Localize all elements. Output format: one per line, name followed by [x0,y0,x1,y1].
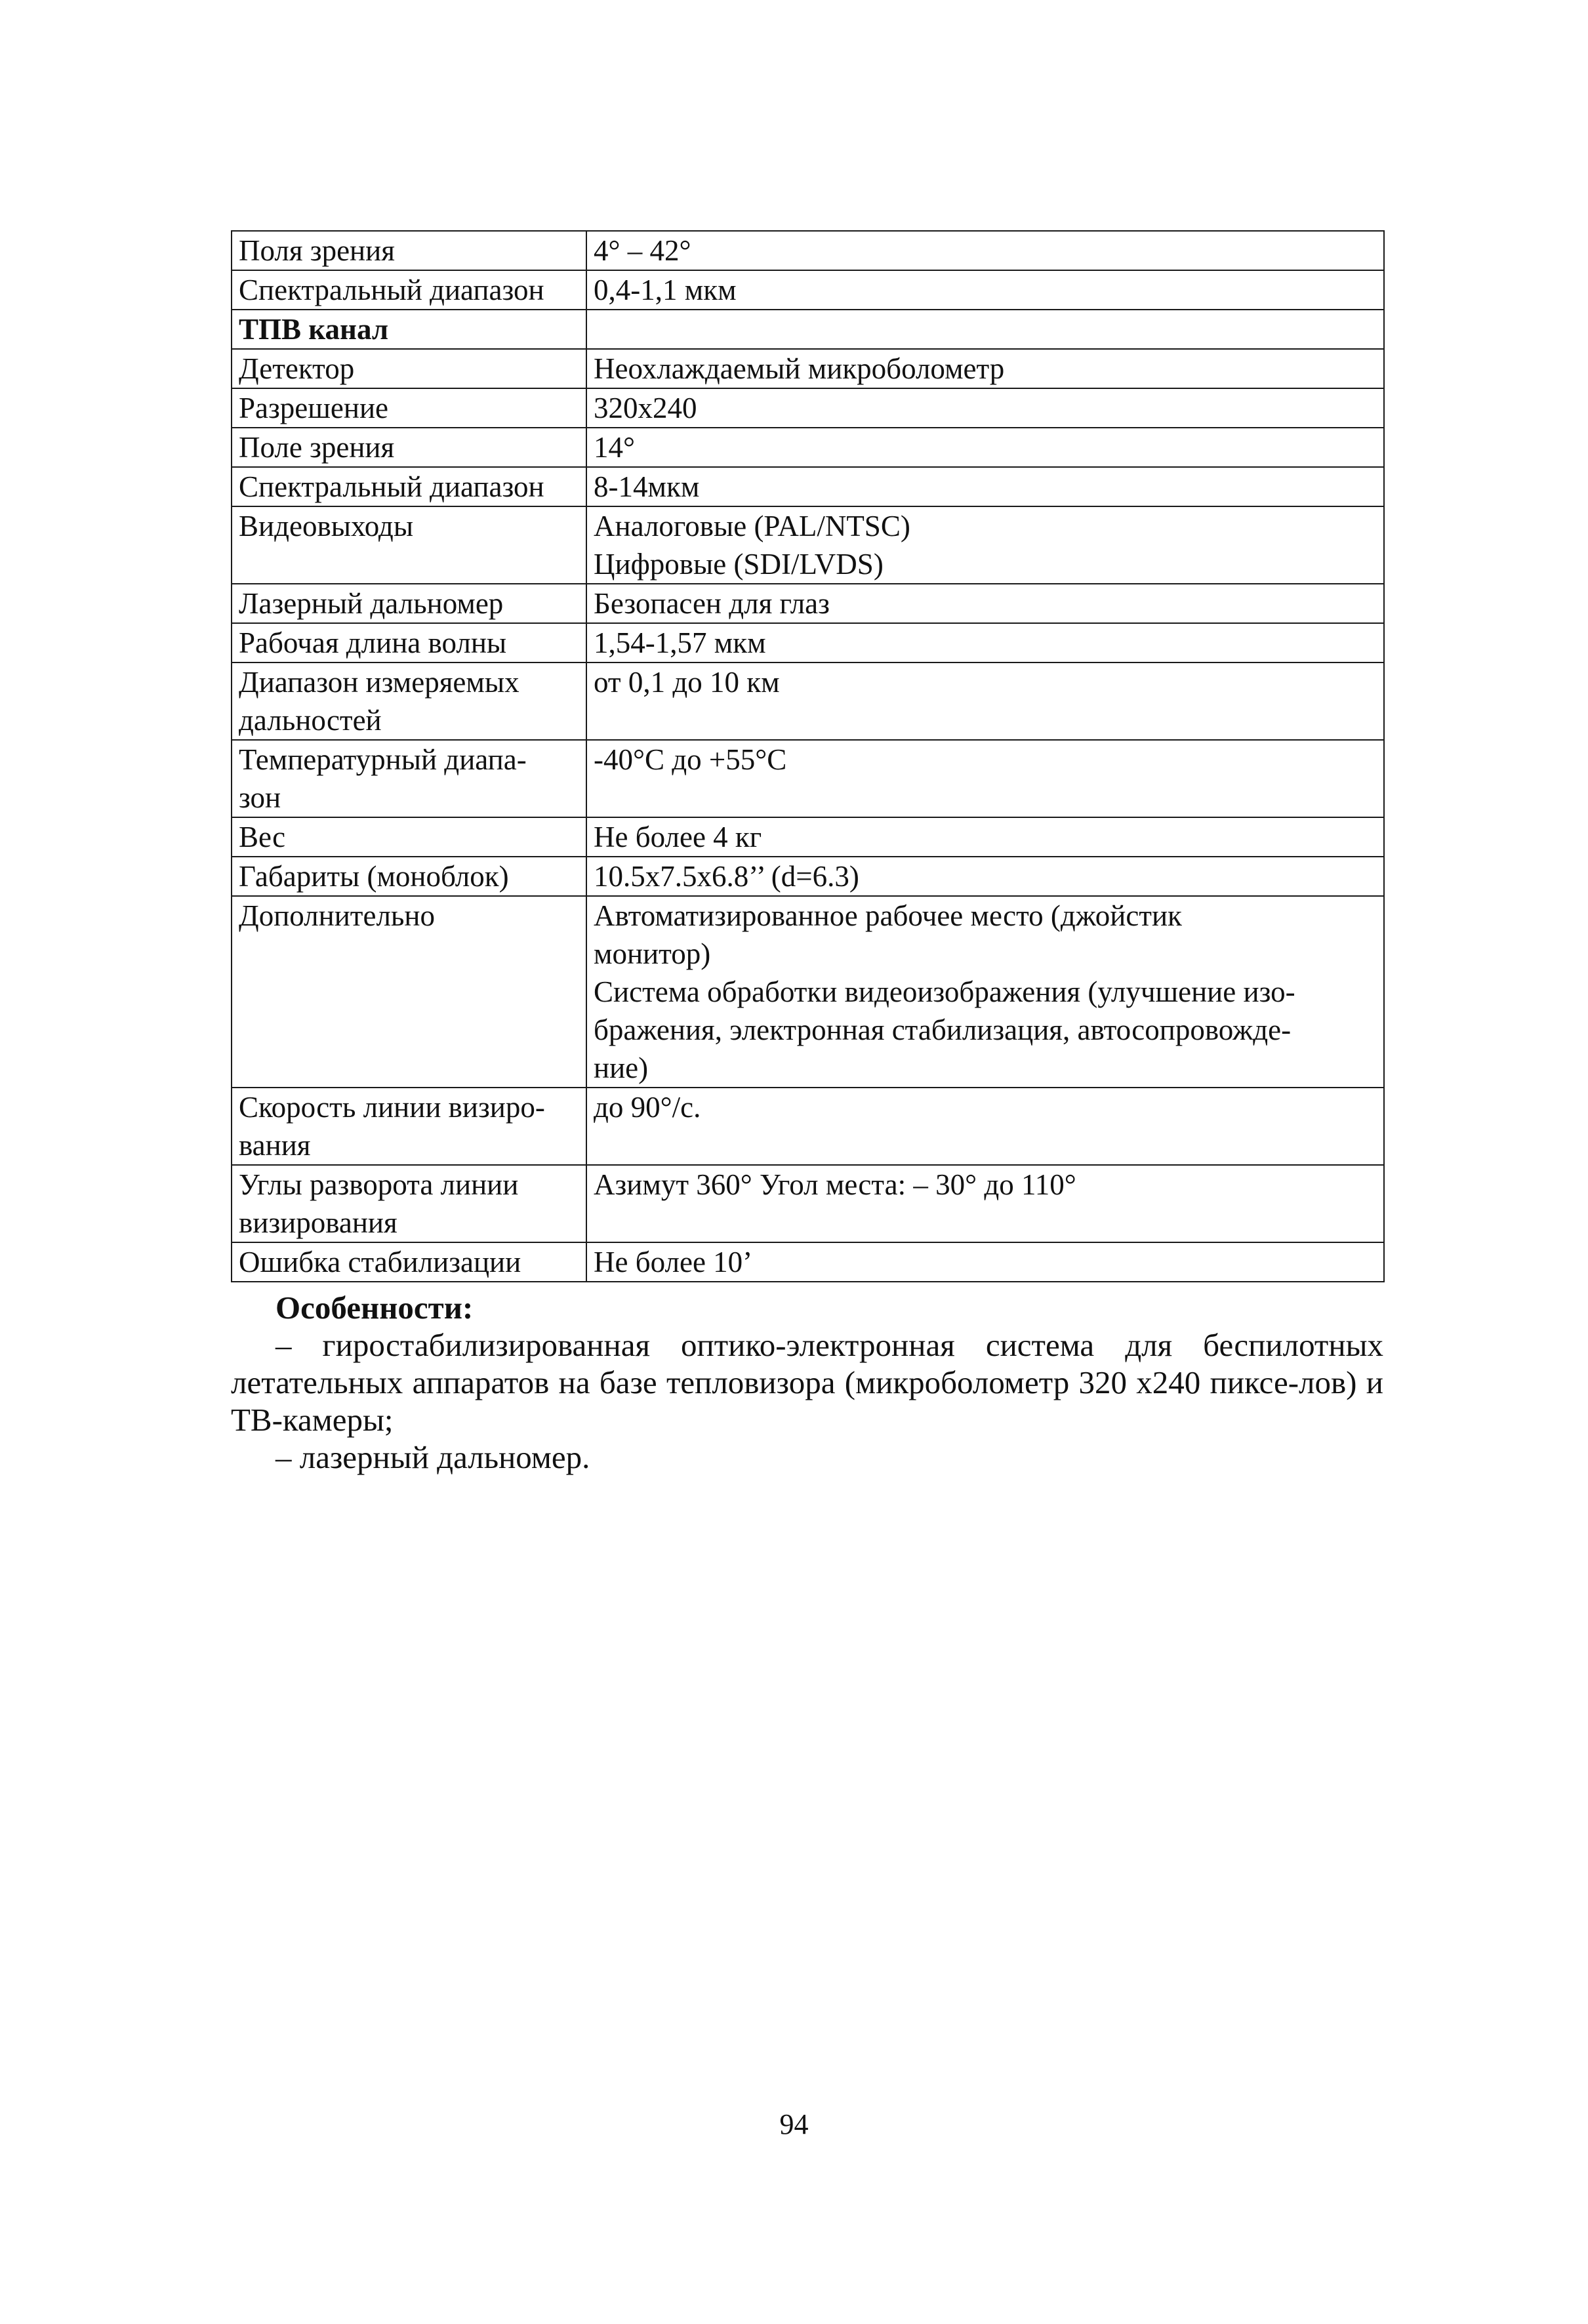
specifications-table-body [232,231,1384,1282]
value-cell: Безопасен для глаз [586,584,1384,623]
specifications-table [231,230,1385,1282]
value-cell: Не более 4 кг [586,817,1384,857]
table-row [232,270,1384,310]
table-row [232,428,1384,467]
parameter-cell: ТПВ канал [232,310,586,349]
table-row [232,388,1384,428]
parameter-cell: Спектральный диапазон [232,467,586,506]
table-row [232,231,1384,270]
table-row [232,896,1384,1088]
table-row [232,349,1384,388]
parameter-cell: Видеовыходы [232,506,586,584]
value-cell: 1,54-1,57 мкм [586,623,1384,663]
page-number: 94 [779,2108,809,2140]
value-cell: Аналоговые (PAL/NTSC) Цифровые (SDI/LVDS) [586,506,1384,584]
table-row [232,1088,1384,1165]
parameter-cell: Температурный диапа- зон [232,740,586,817]
value-cell: от 0,1 до 10 км [586,663,1384,740]
value-cell [586,310,1384,349]
features-section [231,1289,1383,1476]
parameter-cell: Углы разворота линии визирования [232,1165,586,1242]
parameter-cell: Рабочая длина волны [232,623,586,663]
parameter-cell: Лазерный дальномер [232,584,586,623]
table-row [232,1242,1384,1282]
parameter-cell: Скорость линии визиро- вания [232,1088,586,1165]
value-cell: -40°С до +55°С [586,740,1384,817]
value-cell: 14° [586,428,1384,467]
value-cell: 8-14мкм [586,467,1384,506]
parameter-cell: Диапазон измеряемых дальностей [232,663,586,740]
value-cell: 0,4-1,1 мкм [586,270,1384,310]
value-cell: 4° – 42° [586,231,1384,270]
features-heading: Особенности: [275,1290,474,1326]
parameter-cell: Детектор [232,349,586,388]
table-row [232,584,1384,623]
parameter-cell: Габариты (моноблок) [232,857,586,896]
value-cell: 320x240 [586,388,1384,428]
table-row [232,1165,1384,1242]
value-cell: Азимут 360° Угол места: – 30° до 110° [586,1165,1384,1242]
table-row [232,740,1384,817]
value-cell: 10.5x7.5x6.8’’ (d=6.3) [586,857,1384,896]
table-row [232,506,1384,584]
parameter-cell: Разрешение [232,388,586,428]
parameter-cell: Поле зрения [232,428,586,467]
table-row [232,817,1384,857]
value-cell: Не более 10’ [586,1242,1384,1282]
features-item: – лазерный дальномер. [275,1439,590,1475]
parameter-cell: Дополнительно [232,896,586,1088]
features-item: – гиростабилизированная оптико-электронная система для беспилотных летательных аппаратов на базе тепловизора (микроболометр 320 x240 пиксе-лов) и ТВ-камеры; [231,1327,1383,1438]
table-row [232,623,1384,663]
value-cell: до 90°/с. [586,1088,1384,1165]
value-cell: Автоматизированное рабочее место (джойстик монитор) Система обработки видеоизображения (улучшение изо- бражения, электронная стабилизация, автосопровожде- ние) [586,896,1384,1088]
parameter-cell: Поля зрения [232,231,586,270]
parameter-cell: Спектральный диапазон [232,270,586,310]
parameter-cell: Ошибка стабилизации [232,1242,586,1282]
table-section-row [232,310,1384,349]
parameter-cell: Вес [232,817,586,857]
value-cell: Неохлаждаемый микроболометр [586,349,1384,388]
table-row [232,663,1384,740]
table-row [232,857,1384,896]
table-row [232,467,1384,506]
